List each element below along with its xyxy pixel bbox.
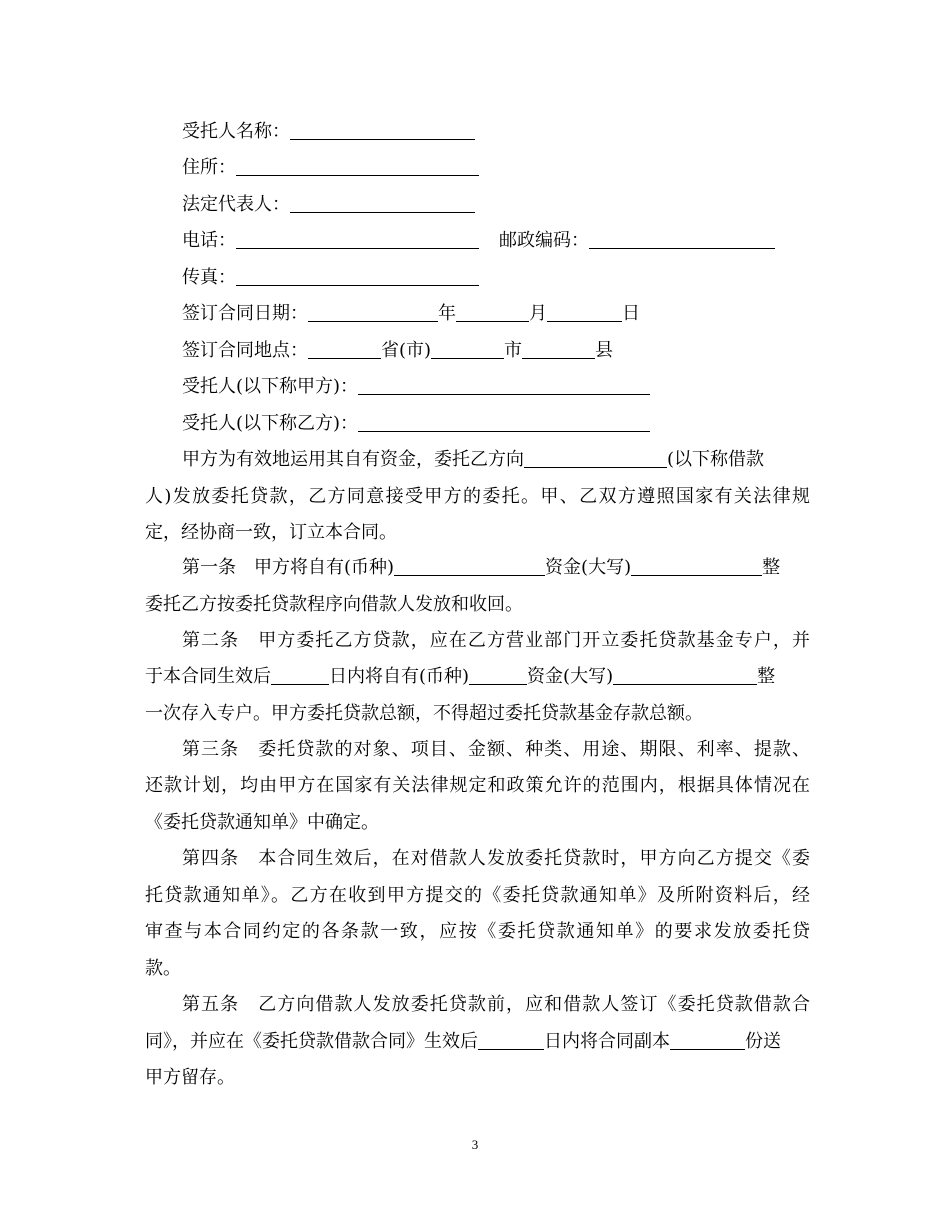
intro-text-1a: 甲方为有效地运用其自有资金，委托乙方向 [182, 449, 524, 470]
art1-text-a: 第一条 甲方将自有(币种) [182, 557, 395, 578]
party-b-label: 受托人(以下称乙方)： [182, 413, 359, 434]
art2-amount-blank [613, 666, 757, 685]
postcode-label: 邮政编码： [499, 230, 589, 251]
article-2-line-2 [145, 665, 810, 689]
fax-blank [236, 267, 479, 286]
article-5-line-1: 第五条 乙方向借款人发放委托贷款前，应和借款人签订《委托贷款借款合 [182, 994, 810, 1015]
art1-text-b: 资金(大写) [545, 557, 632, 578]
city-label: 市 [504, 340, 523, 361]
fax-label: 传真： [182, 267, 236, 288]
intro-line-1 [182, 448, 810, 472]
intro-text-1b: (以下称借款 [667, 449, 765, 470]
art5-days-blank [478, 1031, 544, 1050]
article-4-line-1: 第四条 本合同生效后，在对借款人发放委托贷款时，甲方向乙方提交《委 [182, 848, 810, 869]
trustee-name-label: 受托人名称： [182, 121, 290, 142]
sign-date-label: 签订合同日期： [182, 303, 308, 324]
article-2-line-3: 一次存入专户。甲方委托贷款总额，不得超过委托贷款基金存款总额。 [145, 703, 703, 724]
art2-text-a: 于本合同生效后 [145, 666, 271, 687]
day-blank [547, 303, 622, 322]
art1-text-c: 整 [762, 557, 781, 578]
phone-label: 电话： [182, 230, 236, 251]
article-2-line-1: 第二条 甲方委托乙方贷款，应在乙方营业部门开立委托贷款基金专户，并 [182, 630, 810, 651]
article-5-line-3: 甲方留存。 [145, 1067, 235, 1088]
province-blank [308, 340, 381, 359]
art5-text-b: 日内将合同副本 [544, 1031, 670, 1052]
art2-days-blank [271, 666, 329, 685]
city-blank [431, 340, 504, 359]
party-b-blank [358, 413, 650, 432]
county-label: 县 [595, 340, 614, 361]
article-3-line-3: 《委托贷款通知单》中确定。 [145, 812, 379, 833]
article-4-line-2: 托贷款通知单》。乙方在收到甲方提交的《委托贷款通知单》及所附资料后，经 [145, 885, 810, 906]
borrower-blank [524, 449, 667, 468]
party-a-blank [358, 376, 650, 395]
art2-text-d: 整 [757, 666, 776, 687]
art5-text-a: 同》，并应在《委托贷款借款合同》生效后 [145, 1031, 478, 1052]
address-blank [236, 157, 479, 176]
field-phone-postcode [182, 229, 810, 253]
postcode-blank [589, 230, 775, 249]
legal-rep-blank [290, 194, 475, 213]
article-4-line-3: 审查与本合同约定的各条款一致，应按《委托贷款通知单》的要求发放委托贷 [145, 921, 810, 942]
article-4-line-4: 款。 [145, 958, 181, 979]
year-blank [308, 303, 438, 322]
field-party-a [182, 375, 810, 399]
art2-text-c: 资金(大写) [527, 666, 614, 687]
art1-amount-blank [631, 557, 762, 576]
field-legal-rep [182, 193, 810, 217]
field-sign-place [182, 339, 810, 363]
article-3-line-2: 还款计划，均由甲方在国家有关法律规定和政策允许的范围内，根据具体情况在 [145, 775, 810, 796]
art5-text-c: 份送 [745, 1031, 781, 1052]
intro-line-3: 定，经协商一致，订立本合同。 [145, 522, 397, 543]
page-number: 3 [471, 1137, 479, 1152]
day-label: 日 [622, 303, 640, 324]
field-party-b [182, 412, 810, 436]
province-label: 省(市) [381, 340, 432, 361]
art2-currency-blank [469, 666, 527, 685]
intro-line-2: 人)发放委托贷款，乙方同意接受甲方的委托。甲、乙双方遵照国家有关法律规 [145, 486, 810, 507]
county-blank [522, 340, 595, 359]
phone-blank [236, 230, 479, 249]
field-fax [182, 266, 810, 290]
art1-currency-blank [394, 557, 545, 576]
art5-copies-blank [670, 1031, 745, 1050]
article-1-line-1 [182, 556, 810, 580]
article-1-line-2: 委托乙方按委托贷款程序向借款人发放和收回。 [145, 594, 523, 615]
party-a-label: 受托人(以下称甲方)： [182, 376, 359, 397]
article-5-line-2 [145, 1030, 810, 1054]
legal-rep-label: 法定代表人： [182, 194, 290, 215]
year-label: 年 [438, 303, 456, 324]
month-label: 月 [529, 303, 547, 324]
sign-place-label: 签订合同地点： [182, 340, 308, 361]
field-sign-date [182, 302, 810, 326]
address-label: 住所： [182, 157, 236, 178]
trustee-name-blank [290, 121, 475, 140]
field-trustee-name [182, 120, 810, 144]
art2-text-b: 日内将自有(币种) [329, 666, 470, 687]
month-blank [456, 303, 529, 322]
field-address [182, 156, 810, 180]
article-3-line-1: 第三条 委托贷款的对象、项目、金额、种类、用途、期限、利率、提款、 [182, 739, 810, 760]
